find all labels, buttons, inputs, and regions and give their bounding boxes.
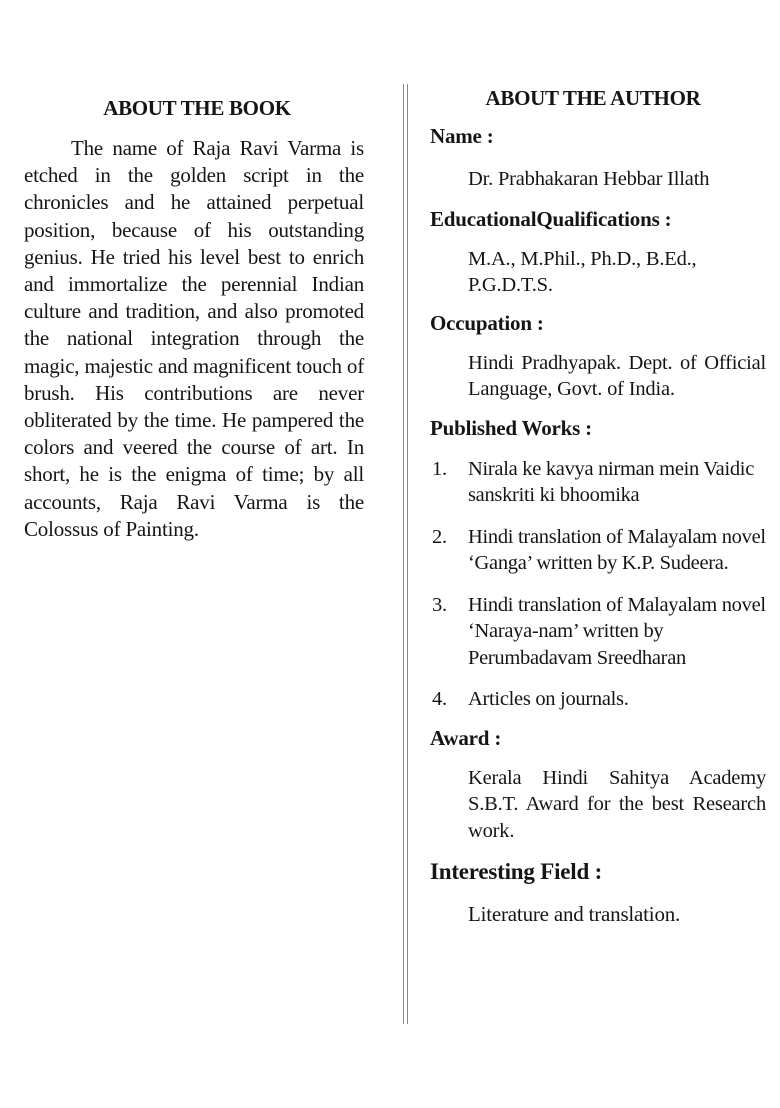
occupation-label: Occupation : — [430, 310, 544, 335]
about-book-heading: ABOUT THE BOOK — [103, 96, 291, 120]
interesting-field-label: Interesting Field : — [430, 859, 603, 884]
published-works-list — [430, 456, 766, 713]
list-item — [430, 524, 766, 577]
education-value: M.A., M.Phil., Ph.D., B.Ed., P.G.D.T.S. — [468, 247, 697, 296]
list-item-text: Articles on journals. — [468, 688, 629, 710]
list-item — [430, 592, 766, 672]
list-item — [430, 456, 766, 509]
list-item-number: 4. — [432, 688, 447, 710]
list-item-number: 2. — [432, 525, 447, 548]
about-book-text: The name of Raja Ravi Varma is etched in the golden script in the chronicles and he attained perpetual position, because of his outstanding genius. He tried his level best to enrich and immortalize the perennial Indian culture and tradition, and also promoted the national integration through the magic, majestic and magnificent touch of brush. His contributions are never obliterated by the time. He pampered the colors and veered the course of art. In short, he is the enigma of time; by all accounts, Raja Ravi Varma is the Colossus of Painting. — [24, 136, 364, 541]
list-item — [430, 686, 766, 713]
column-divider — [403, 84, 408, 1024]
about-author-heading: ABOUT THE AUTHOR — [485, 86, 701, 110]
list-item-text: Nirala ke kavya nirman mein Vaidic sanskriti ki bhoomika — [468, 457, 754, 506]
list-item-number: 1. — [432, 457, 447, 480]
education-label: EducationalQualifications : — [430, 206, 672, 231]
list-item-text: Hindi translation of Malayalam novel ‘Ganga’ written by K.P. Sudeera. — [468, 525, 766, 574]
published-works-label: Published Works : — [430, 415, 592, 440]
name-value: Dr. Prabhakaran Hebbar Illath — [468, 168, 710, 190]
award-value: Kerala Hindi Sahitya Academy S.B.T. Award for the best Research work. — [468, 766, 766, 842]
award-label: Award : — [430, 725, 502, 750]
list-item-text: Hindi translation of Malayalam novel ‘Naraya-nam’ written by Perumbadavam Sreedharan — [468, 593, 766, 669]
occupation-value: Hindi Pradhyapak. Dept. of Official Language, Govt. of India. — [468, 351, 766, 400]
interesting-field-value: Literature and translation. — [468, 902, 681, 926]
about-author-section — [430, 86, 766, 928]
name-label: Name : — [430, 124, 494, 148]
about-book-section — [24, 96, 364, 543]
list-item-number: 3. — [432, 593, 447, 616]
